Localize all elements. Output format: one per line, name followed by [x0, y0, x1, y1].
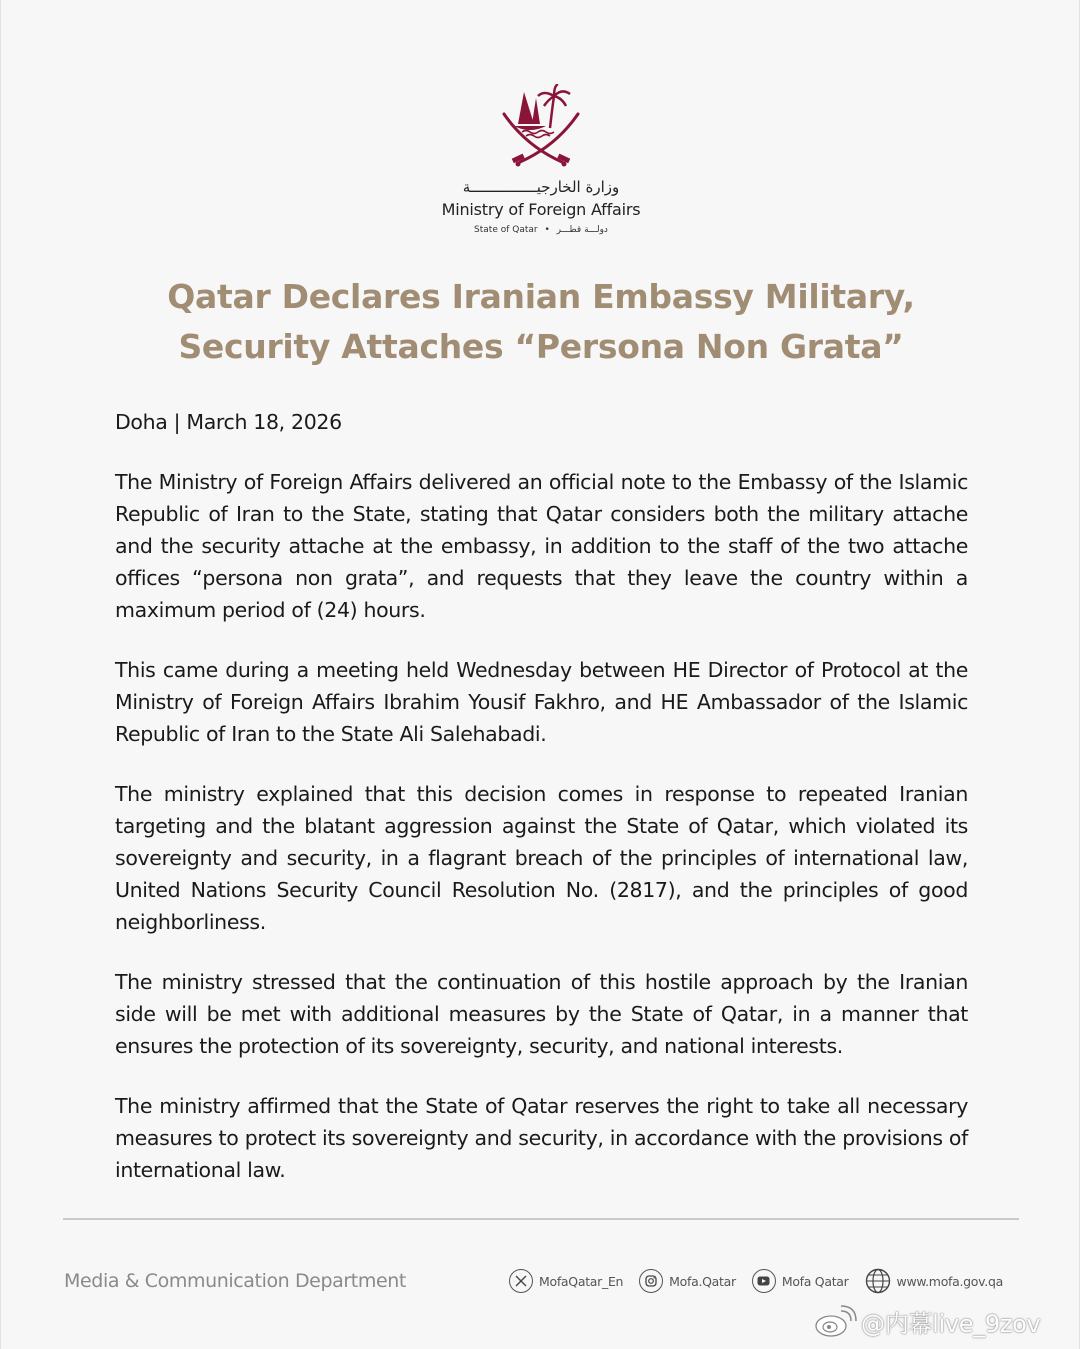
ministry-logo [1, 84, 1080, 235]
weibo-icon [813, 1305, 857, 1339]
state-line [1, 225, 1080, 235]
paragraph-3: The ministry explained that this decision comes in response to repeated Iranian targeting and the blatant aggression against the State of Qatar, which violated its sovereignty and security, in a flagrant breach of the principles of international law, United Nations Security Council Resolution No. (2817), and the principles of good neighborliness. [115, 782, 968, 934]
social-x[interactable] [509, 1269, 623, 1293]
youtube-icon [752, 1269, 776, 1293]
social-youtube-label: Mofa Qatar [781, 1273, 849, 1289]
x-icon [509, 1269, 533, 1293]
page-title [61, 272, 1021, 372]
social-youtube[interactable] [752, 1269, 849, 1293]
paragraph-5: The ministry affirmed that the State of Qatar reserves the right to take all necessary measures to protect its sovereignty and security, in accordance with the provisions of international law. [115, 1094, 968, 1182]
social-instagram-label: Mofa.Qatar [669, 1273, 736, 1289]
social-website[interactable] [865, 1268, 1003, 1294]
social-instagram[interactable] [639, 1269, 736, 1293]
paragraph-2: This came during a meeting held Wednesday between HE Director of Protocol at the Ministry of Foreign Affairs Ibrahim Yousif Fakhro, and HE Ambassador of the Islamic Republic of Iran to the State Ali Salehabadi. [115, 658, 968, 746]
department-name: Media & Communication Department [64, 1270, 406, 1292]
dateline: Doha | March 18, 2026 [115, 410, 342, 434]
paragraph-1: The Ministry of Foreign Affairs delivered an official note to the Embassy of the Islamic Republic of Iran to the State, stating that Qatar considers both the military attache and the security attache at the embassy, in addition to the staff of the two attache offices “persona non grata”, and requests that they leave the country within a maximum period of (24) hours. [115, 470, 968, 622]
weibo-watermark [813, 1304, 1040, 1339]
title-line-2: Security Attaches “Persona Non Grata” [178, 327, 904, 366]
footer-divider [63, 1218, 1019, 1220]
state-separator: • [544, 225, 550, 235]
instagram-icon [639, 1269, 663, 1293]
ministry-arabic-name: وزارة الخارجيـــــــــــــــة [462, 178, 620, 196]
social-links [509, 1268, 1003, 1294]
article-body [115, 406, 968, 1214]
globe-icon [865, 1268, 891, 1294]
social-x-label: MofaQatar_En [539, 1273, 624, 1289]
ministry-english-name: Ministry of Foreign Affairs [441, 200, 641, 219]
paragraph-4: The ministry stressed that the continuation of this hostile approach by the Iranian side will be met with additional measures by the State of Qatar, in a manner that ensures the protection of its sovereignty, security, and national interests. [115, 970, 968, 1058]
title-line-1: Qatar Declares Iranian Embassy Military, [167, 277, 915, 316]
watermark-text: @内幕live_9zov [861, 1310, 1041, 1338]
qatar-emblem-icon [496, 84, 586, 170]
social-website-label: www.mofa.gov.qa [896, 1273, 1003, 1289]
state-arabic: دولـــة قطـــر [556, 225, 608, 235]
state-english: State of Qatar [474, 225, 538, 235]
